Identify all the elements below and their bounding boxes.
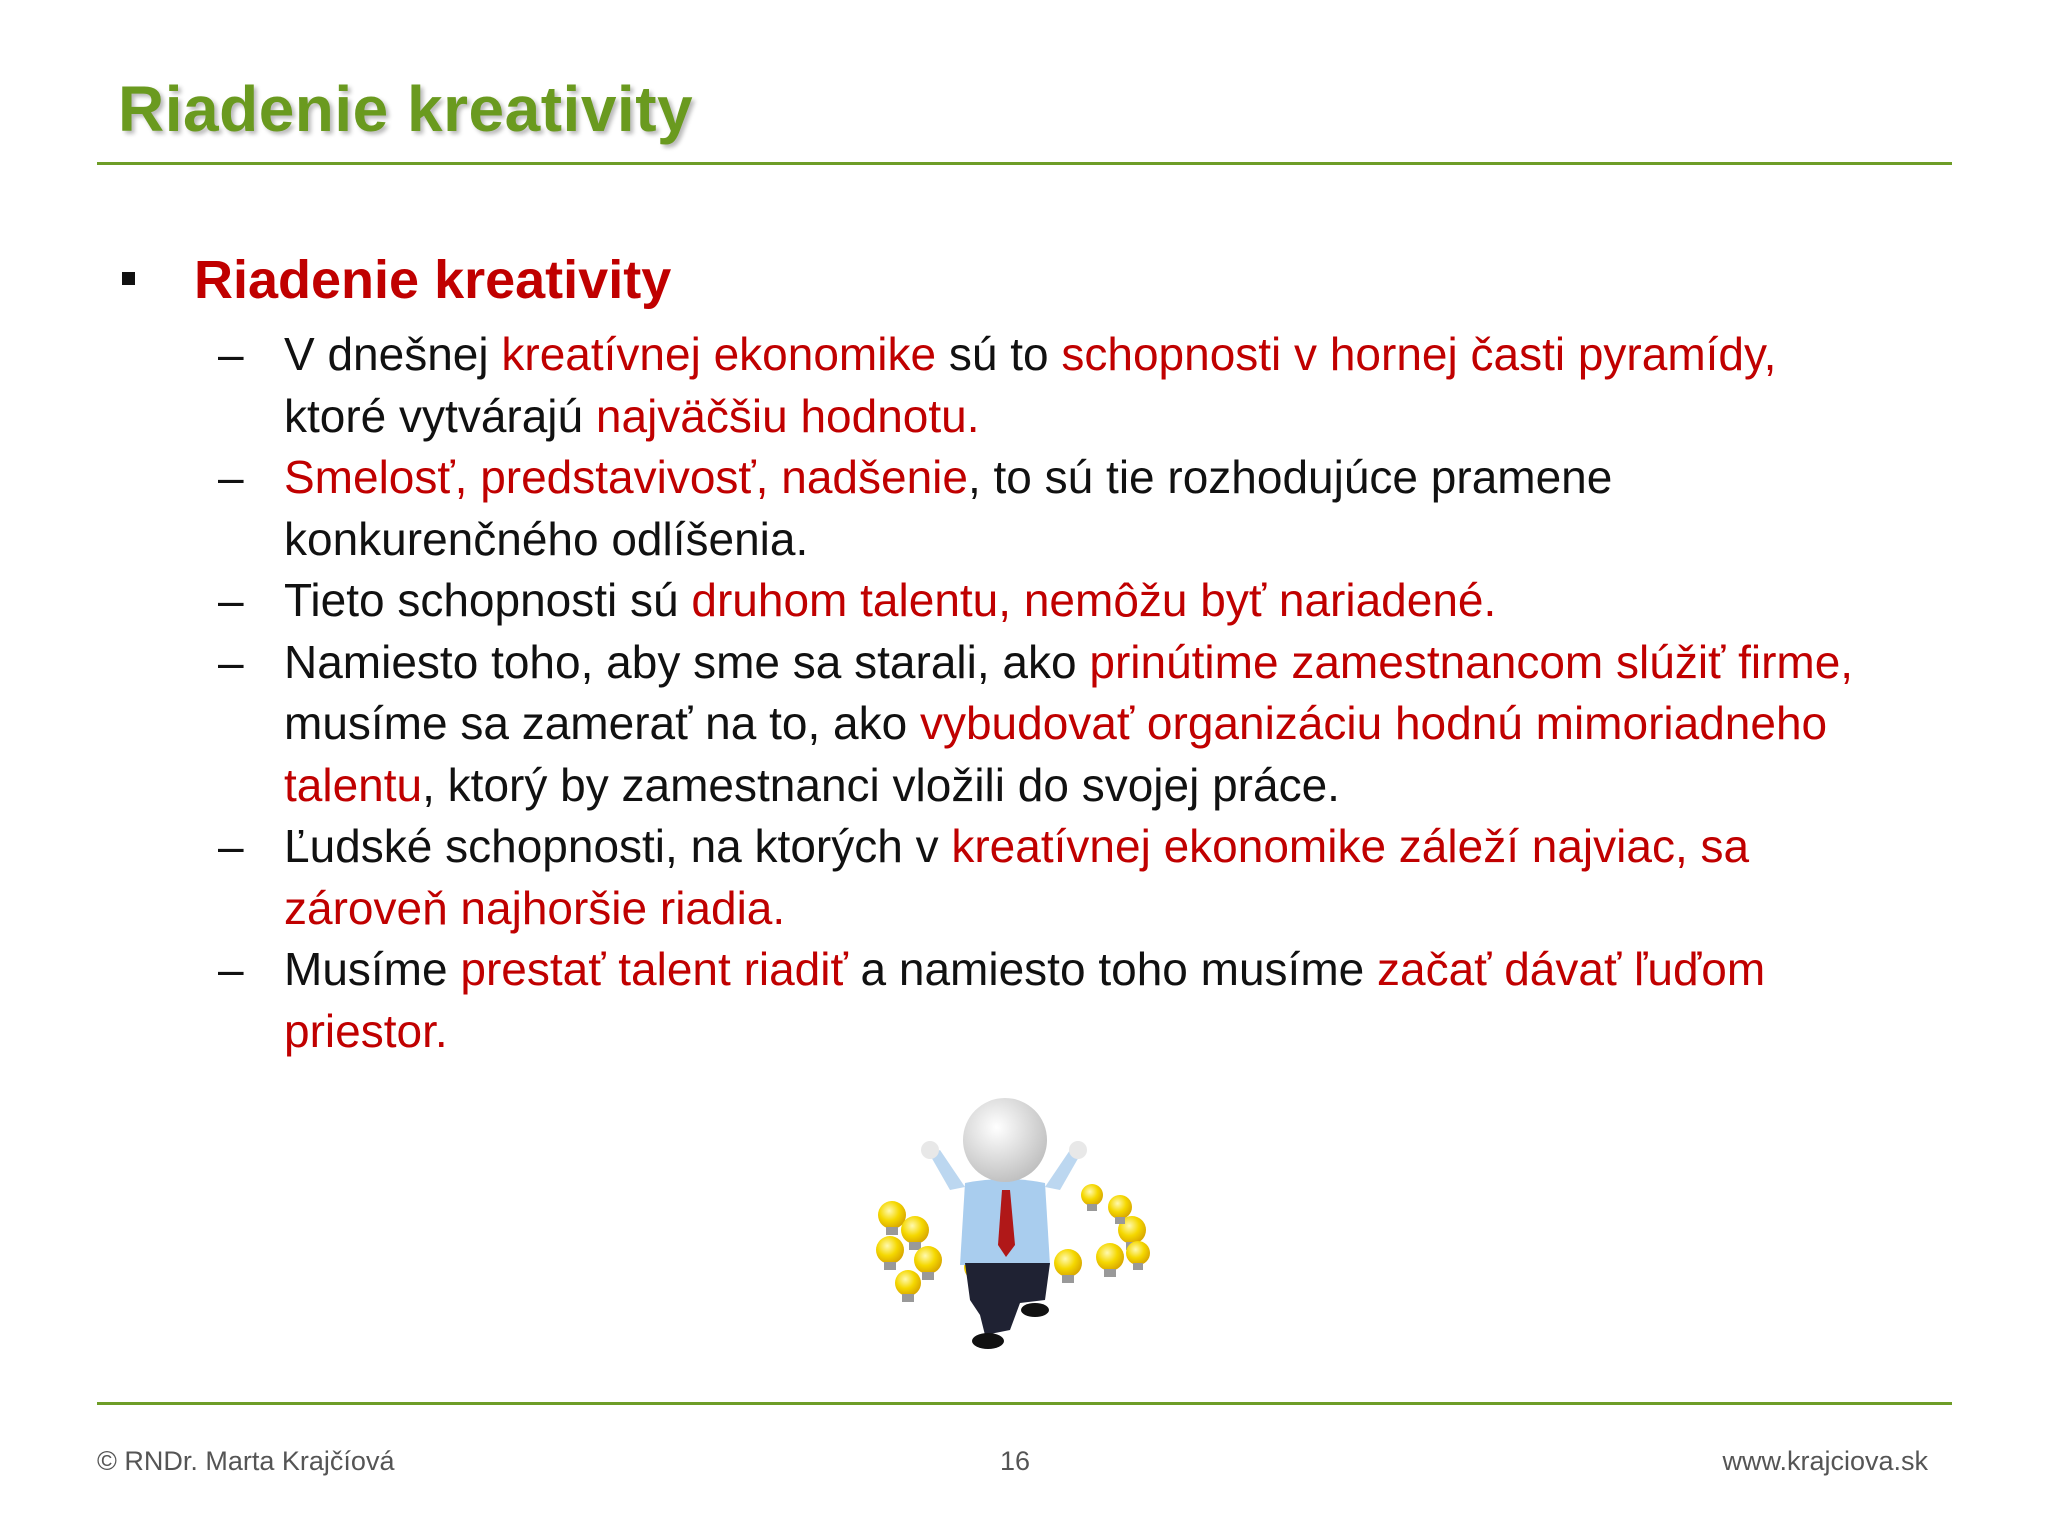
square-bullet-icon [122,272,135,285]
dash-bullet-icon: – [218,574,244,626]
footer-divider [97,1402,1952,1405]
highlighted-text: druhom talentu, nemôžu byť nariadené. [691,574,1497,626]
highlighted-text: kreatívnej ekonomike záleží najviac, sa zároveň najhoršie riadia. [284,820,1750,934]
dash-bullet-icon: – [218,635,244,688]
sub-bullet-item [118,939,1878,1062]
sub-bullet-item [118,816,1878,939]
body-text: Tieto schopnosti sú [284,574,692,626]
highlighted-text: Smelosť, predstavivosť, nadšenie [284,451,968,503]
main-bullet [118,248,1918,320]
page-number: 16 [1000,1446,1031,1476]
footer-website: www.krajciova.sk [1722,1446,1928,1476]
body-text: ktoré vytvárajú [284,389,596,442]
highlighted-text: vybudovať organizáciu hodnú mimoriadneho talentu [284,697,1828,811]
highlighted-text: kreatívnej ekonomike [501,328,937,380]
body-text: Ľudské schopnosti, na ktorých v [284,820,952,872]
person-figure [921,1098,1087,1349]
highlighted-text: schopnosti v hornej časti pyramídy, [1061,328,1777,380]
footer-author: © RNDr. Marta Krajčíová [97,1446,395,1476]
highlighted-text: najväčšiu hodnotu. [595,389,980,442]
body-text: , to sú tie rozhodujúce pramene konkurenčného odlíšenia. [284,451,1613,565]
body-text: , ktorý by zamestnanci vložili do svojej práce. [422,758,1340,811]
dash-bullet-icon: – [218,328,244,380]
body-text: musíme sa zamerať na to, ako [284,697,920,749]
sub-bullet-list [118,324,1918,1062]
body-text: V dnešnej [284,328,502,380]
body-text: Musíme [284,943,461,995]
bullet-heading: Riadenie kreativity [194,250,672,310]
dash-bullet-icon: – [218,820,244,872]
sub-bullet-item [118,632,1878,817]
person-with-lightbulbs-illustration [870,1095,1170,1355]
dash-bullet-icon: – [218,451,244,503]
body-text: a namiesto toho musíme [847,943,1377,995]
highlighted-text: prestať talent riadiť [460,943,848,995]
sub-bullet-item [118,324,1878,447]
slide-title: Riadenie kreativity [118,73,694,145]
body-text: Namiesto toho, aby sme sa starali, ako [284,635,1090,688]
slide-content [118,248,1918,1062]
sub-bullet-item [118,447,1878,570]
highlighted-text: začať dávať ľuďom priestor. [284,943,1766,1057]
dash-bullet-icon: – [218,943,244,995]
title-divider [97,162,1952,165]
highlighted-text: prinútime zamestnancom slúžiť firme, [1089,635,1854,688]
sub-bullet-item [118,570,1878,632]
body-text: sú to [936,328,1062,380]
